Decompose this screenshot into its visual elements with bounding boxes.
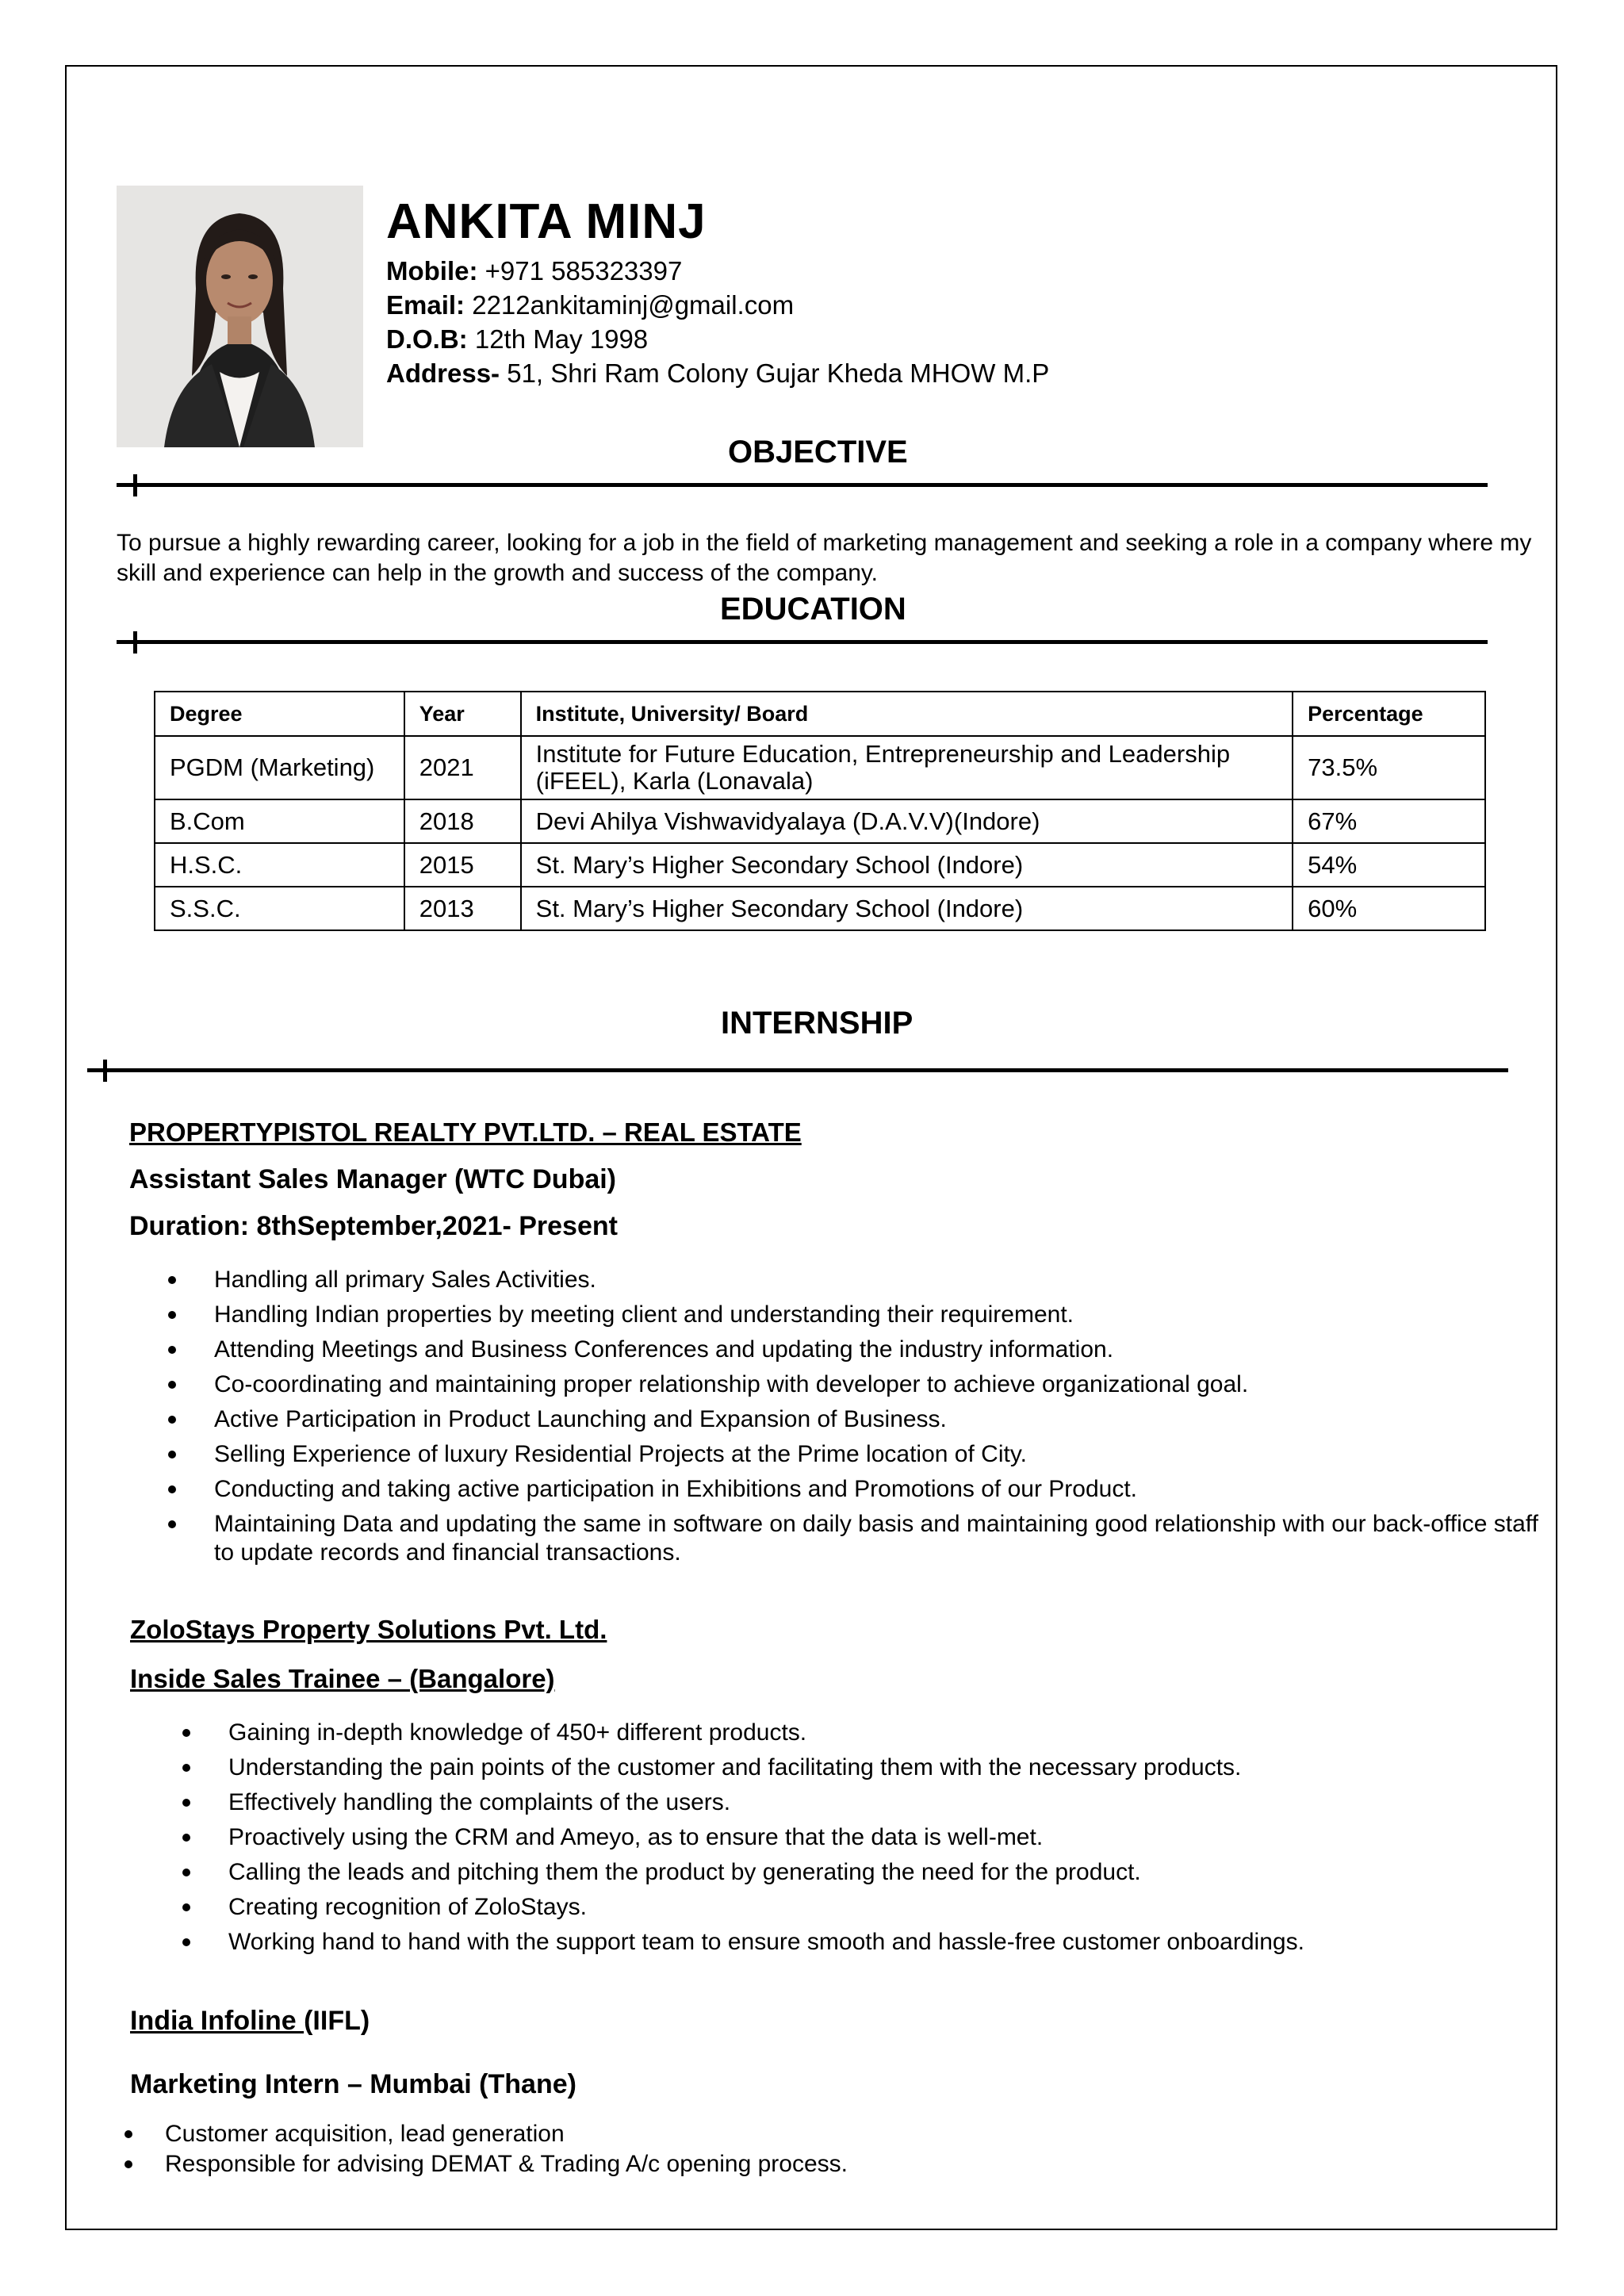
degree-cell: B.Com [155,799,404,843]
job-responsibilities [228,1719,1537,1963]
table-row [155,887,1485,930]
education-divider-tick [133,631,137,654]
mobile-line [386,256,682,286]
internship-divider-tick [103,1060,107,1082]
list-item: Proactively using the CRM and Ameyo, as to ensure that the data is well-met. [228,1823,1537,1852]
candidate-name: ANKITA MINJ [386,194,707,249]
percentage-cell: 60% [1293,887,1485,930]
address-value: 51, Shri Ram Colony Gujar Kheda MHOW M.P [507,358,1050,388]
job-role: Inside Sales Trainee – (Bangalore) [130,1664,555,1693]
institute-cell: Institute for Future Education, Entrepreneurship and Leadership (iFEEL), Karla (Lonavala) [521,736,1293,799]
list-item: Handling Indian properties by meeting client and understanding their requirement. [214,1301,1554,1329]
list-item: Working hand to hand with the support team to ensure smooth and hassle-free customer onboardings. [228,1928,1537,1957]
dob-label: D.O.B: [386,324,468,354]
education-table [154,691,1486,931]
list-item: Calling the leads and pitching them the product by generating the need for the product. [228,1858,1537,1887]
address-label: Address- [386,358,500,388]
degree-cell: PGDM (Marketing) [155,736,404,799]
degree-cell: H.S.C. [155,843,404,887]
email-value: 2212ankitaminj@gmail.com [472,290,795,320]
mobile-value: +971 585323397 [485,256,683,286]
company-name: PROPERTYPISTOL REALTY PVT.LTD. – REAL ESTATE [129,1117,802,1147]
year-cell: 2013 [404,887,521,930]
list-item: Understanding the pain points of the customer and facilitating them with the necessary products. [228,1754,1537,1782]
job-role: Marketing Intern – Mumbai (Thane) [130,2069,576,2099]
objective-text: To pursue a highly rewarding career, looking for a job in the field of marketing management and seeking a role in a company where my skill and experience can help in the growth and success of the company. [117,530,1532,586]
institute-cell: Devi Ahilya Vishwavidyalaya (D.A.V.V)(Indore) [521,799,1293,843]
list-item: Selling Experience of luxury Residential Projects at the Prime location of City. [214,1440,1554,1469]
table-row [155,843,1485,887]
table-row [155,736,1485,799]
percentage-cell: 54% [1293,843,1485,887]
list-item: Conducting and taking active participation in Exhibitions and Promotions of our Product. [214,1475,1554,1504]
company-name: India Infoline [130,2006,304,2036]
list-item: Attending Meetings and Business Conferences and updating the industry information. [214,1336,1554,1364]
job-role: Assistant Sales Manager (WTC Dubai) [129,1164,617,1194]
list-item: Active Participation in Product Launching and Expansion of Business. [214,1405,1554,1434]
year-cell: 2021 [404,736,521,799]
list-item: Co-coordinating and maintaining proper relationship with developer to achieve organizational goal. [214,1370,1554,1399]
dob-value: 12th May 1998 [474,324,649,354]
column-header: Degree [155,692,404,736]
list-item: Creating recognition of ZoloStays. [228,1893,1537,1922]
column-header: Percentage [1293,692,1485,736]
company-name: ZoloStays Property Solutions Pvt. Ltd. [130,1615,607,1644]
education-heading: EDUCATION [720,592,906,627]
objective-divider [117,483,1488,487]
email-label: Email: [386,290,465,320]
company-suffix: (IIFL) [304,2006,370,2036]
job-duration: Duration: 8thSeptember,2021- Present [129,1211,618,1241]
institute-cell: St. Mary’s Higher Secondary School (Indore) [521,843,1293,887]
year-cell: 2018 [404,799,521,843]
percentage-cell: 73.5% [1293,736,1485,799]
dob-line [386,324,648,355]
year-cell: 2015 [404,843,521,887]
address-line [386,358,1049,389]
list-item: Maintaining Data and updating the same in software on daily basis and maintaining good relationship with our back-office staff to update records and financial transactions. [214,1510,1554,1567]
mobile-label: Mobile: [386,256,478,286]
column-header: Year [404,692,521,736]
internship-heading: INTERNSHIP [721,1006,914,1041]
column-header: Institute, University/ Board [521,692,1293,736]
list-item: Handling all primary Sales Activities. [214,1266,1554,1294]
objective-heading: OBJECTIVE [728,435,908,470]
institute-cell: St. Mary’s Higher Secondary School (Indore) [521,887,1293,930]
degree-cell: S.S.C. [155,887,404,930]
internship-divider [87,1068,1508,1072]
job-responsibilities [214,1266,1554,1573]
objective-divider-tick [133,474,137,496]
job-responsibilities [165,2120,1473,2180]
list-item: Effectively handling the complaints of the users. [228,1788,1537,1817]
email-line [386,290,794,320]
percentage-cell: 67% [1293,799,1485,843]
profile-photo [117,186,363,447]
list-item: Gaining in-depth knowledge of 450+ different products. [228,1719,1537,1747]
table-header-row [155,692,1485,736]
list-item: Responsible for advising DEMAT & Trading A/c opening process. [165,2150,1473,2179]
table-row [155,799,1485,843]
list-item: Customer acquisition, lead generation [165,2120,1473,2148]
education-divider [117,640,1488,644]
company-name-line [130,2006,370,2037]
